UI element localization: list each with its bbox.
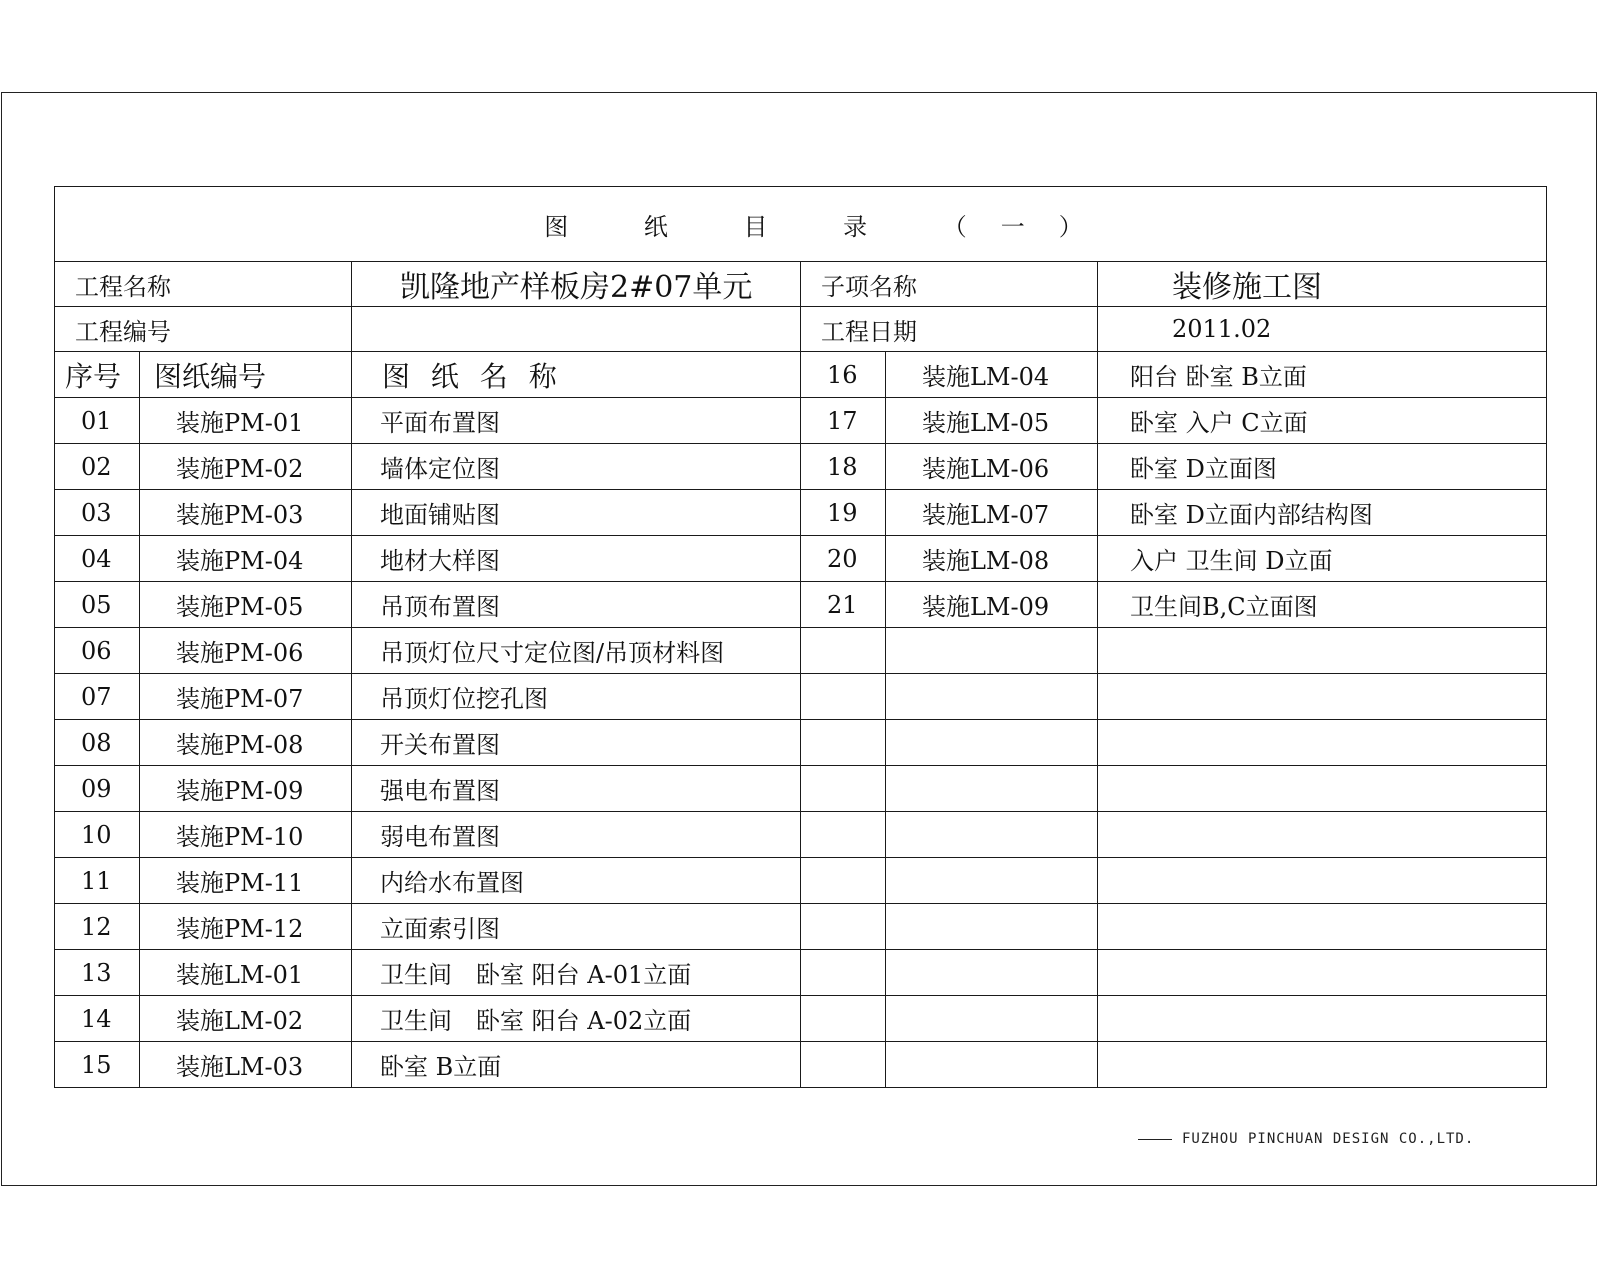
right-row-code — [886, 720, 1098, 766]
right-row-num — [801, 720, 886, 766]
right-row-name: 卧室 D立面内部结构图 — [1098, 490, 1547, 536]
right-row-num: 19 — [801, 490, 886, 536]
left-row-code: 装施PM-11 — [140, 858, 352, 904]
right-row-num: 21 — [801, 582, 886, 628]
project-date-value: 2011.02 — [1098, 307, 1547, 352]
table-row — [55, 720, 1547, 766]
right-row-name: 阳台 卧室 B立面 — [1098, 352, 1547, 398]
left-row-code: 装施LM-01 — [140, 950, 352, 996]
column-header-seq: 序号 — [55, 352, 140, 398]
left-row-name: 地面铺贴图 — [352, 490, 801, 536]
left-row-name: 吊顶灯位尺寸定位图/吊顶材料图 — [352, 628, 801, 674]
left-row-name: 开关布置图 — [352, 720, 801, 766]
left-row-num: 15 — [55, 1042, 140, 1088]
left-row-num: 10 — [55, 812, 140, 858]
right-row-name — [1098, 904, 1547, 950]
right-row-name: 卧室 入户 C立面 — [1098, 398, 1547, 444]
right-row-name — [1098, 1042, 1547, 1088]
table-row — [55, 1042, 1547, 1088]
left-row-name: 墙体定位图 — [352, 444, 801, 490]
right-row-name: 入户 卫生间 D立面 — [1098, 536, 1547, 582]
left-row-code: 装施PM-10 — [140, 812, 352, 858]
right-row-name — [1098, 720, 1547, 766]
table-row — [55, 858, 1547, 904]
right-row-code — [886, 674, 1098, 720]
right-row-code — [886, 1042, 1098, 1088]
table-row — [55, 904, 1547, 950]
drawing-catalog-table — [54, 186, 1547, 1088]
left-row-num: 05 — [55, 582, 140, 628]
right-row-num: 17 — [801, 398, 886, 444]
left-row-name: 卧室 B立面 — [352, 1042, 801, 1088]
right-row-num — [801, 1042, 886, 1088]
right-row-code — [886, 858, 1098, 904]
left-row-num: 01 — [55, 398, 140, 444]
left-row-num: 08 — [55, 720, 140, 766]
table-row — [55, 996, 1547, 1042]
table-row — [55, 582, 1547, 628]
left-row-num: 02 — [55, 444, 140, 490]
footer-dash — [1138, 1139, 1172, 1140]
right-row-name — [1098, 996, 1547, 1042]
left-row-num: 13 — [55, 950, 140, 996]
left-row-name: 吊顶灯位挖孔图 — [352, 674, 801, 720]
table-row — [55, 398, 1547, 444]
right-row-name — [1098, 674, 1547, 720]
left-row-code: 装施PM-01 — [140, 398, 352, 444]
right-row-name — [1098, 858, 1547, 904]
left-row-name: 卫生间 卧室 阳台 A-02立面 — [352, 996, 801, 1042]
right-row-code: 装施LM-08 — [886, 536, 1098, 582]
left-row-code: 装施PM-12 — [140, 904, 352, 950]
right-row-code — [886, 766, 1098, 812]
table-row — [55, 490, 1547, 536]
right-row-num — [801, 950, 886, 996]
right-row-code: 装施LM-06 — [886, 444, 1098, 490]
right-row-num — [801, 904, 886, 950]
table-row — [55, 674, 1547, 720]
right-row-code — [886, 950, 1098, 996]
catalog-title: 图 纸 目 录 （一） — [55, 187, 1547, 262]
left-row-code: 装施PM-03 — [140, 490, 352, 536]
right-row-name: 卧室 D立面图 — [1098, 444, 1547, 490]
project-number-value — [352, 307, 801, 352]
left-row-code: 装施PM-05 — [140, 582, 352, 628]
right-row-name: 卫生间B,C立面图 — [1098, 582, 1547, 628]
left-row-code: 装施PM-04 — [140, 536, 352, 582]
left-row-name: 平面布置图 — [352, 398, 801, 444]
table-row — [55, 812, 1547, 858]
column-header-drawing-no: 图纸编号 — [140, 352, 352, 398]
right-row-num — [801, 812, 886, 858]
left-row-num: 11 — [55, 858, 140, 904]
table-row — [55, 536, 1547, 582]
left-row-name: 立面索引图 — [352, 904, 801, 950]
right-row-num: 16 — [801, 352, 886, 398]
right-row-name — [1098, 628, 1547, 674]
left-row-code: 装施PM-09 — [140, 766, 352, 812]
left-row-num: 03 — [55, 490, 140, 536]
subitem-name-label: 子项名称 — [801, 262, 1098, 307]
company-footer — [1138, 1131, 1474, 1147]
left-row-code: 装施PM-02 — [140, 444, 352, 490]
table-row — [55, 766, 1547, 812]
left-row-name: 强电布置图 — [352, 766, 801, 812]
right-row-name — [1098, 950, 1547, 996]
left-row-num: 14 — [55, 996, 140, 1042]
left-row-name: 地材大样图 — [352, 536, 801, 582]
table-row — [55, 950, 1547, 996]
right-row-num: 18 — [801, 444, 886, 490]
right-row-num — [801, 858, 886, 904]
right-row-code: 装施LM-04 — [886, 352, 1098, 398]
right-row-code — [886, 812, 1098, 858]
right-row-code: 装施LM-09 — [886, 582, 1098, 628]
table-row — [55, 628, 1547, 674]
left-row-num: 09 — [55, 766, 140, 812]
left-row-code: 装施PM-08 — [140, 720, 352, 766]
right-row-num: 20 — [801, 536, 886, 582]
left-row-num: 04 — [55, 536, 140, 582]
table-row — [55, 444, 1547, 490]
left-row-num: 12 — [55, 904, 140, 950]
company-name: FUZHOU PINCHUAN DESIGN CO.,LTD. — [1182, 1131, 1475, 1147]
right-row-code: 装施LM-07 — [886, 490, 1098, 536]
project-number-label: 工程编号 — [55, 307, 352, 352]
right-row-code — [886, 904, 1098, 950]
right-row-num — [801, 766, 886, 812]
left-row-code: 装施PM-07 — [140, 674, 352, 720]
left-row-code: 装施LM-03 — [140, 1042, 352, 1088]
right-row-code — [886, 628, 1098, 674]
right-row-code: 装施LM-05 — [886, 398, 1098, 444]
right-row-num — [801, 674, 886, 720]
left-row-num: 07 — [55, 674, 140, 720]
left-row-name: 内给水布置图 — [352, 858, 801, 904]
column-header-drawing-name: 图 纸 名 称 — [352, 352, 801, 398]
right-row-num — [801, 996, 886, 1042]
project-name-label: 工程名称 — [55, 262, 352, 307]
subitem-name-value: 装修施工图 — [1098, 262, 1547, 307]
left-row-code: 装施PM-06 — [140, 628, 352, 674]
left-row-num: 06 — [55, 628, 140, 674]
right-row-code — [886, 996, 1098, 1042]
right-row-name — [1098, 812, 1547, 858]
project-date-label: 工程日期 — [801, 307, 1098, 352]
right-row-name — [1098, 766, 1547, 812]
project-name-value: 凯隆地产样板房2#07单元 — [352, 262, 801, 307]
left-row-name: 卫生间 卧室 阳台 A-01立面 — [352, 950, 801, 996]
left-row-name: 吊顶布置图 — [352, 582, 801, 628]
left-row-code: 装施LM-02 — [140, 996, 352, 1042]
left-row-name: 弱电布置图 — [352, 812, 801, 858]
right-row-num — [801, 628, 886, 674]
